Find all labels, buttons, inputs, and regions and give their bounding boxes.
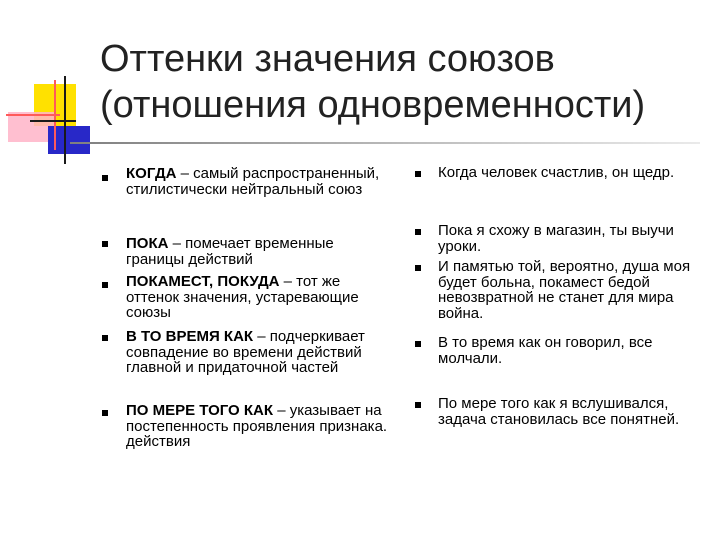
bullet-square-icon (415, 171, 421, 177)
conjunction-term: КОГДА (126, 165, 177, 182)
example-pokamest: И памятью той, вероятно, душа моя будет больна, покамест бедой невозвратной не станет для мира война. (438, 258, 691, 322)
example-v-to-vremya-kak: В то время как он говорил, все молчали. (438, 334, 653, 367)
bullet-square-icon (415, 229, 421, 235)
conjunction-description: – самый распространенный, стилистически нейтральный союз (126, 165, 380, 198)
example-po-mere-togo-kak: По мере того как я вслушивался, задача становилась все понятней. (438, 395, 680, 428)
bullet-square-icon (102, 410, 108, 416)
bullet-square-icon (102, 175, 108, 181)
conjunction-term: ПОКАМЕСТ, ПОКУДА (126, 273, 280, 290)
slide-title (100, 36, 700, 128)
conjunction-description: – указывает на постепенность проявления признака. действия (126, 402, 388, 450)
title-line-2: (отношения одновременности) (100, 84, 646, 126)
black-line-horizontal (30, 120, 76, 122)
conjunction-description: – помечает временные границы действий (126, 235, 334, 268)
bullet-square-icon (415, 265, 421, 271)
red-line-horizontal (6, 114, 60, 116)
list-item-v-to-vremya-kak (126, 329, 388, 376)
conjunction-description: – тот же оттенок значения, устаревающие союзы (126, 273, 359, 321)
example-poka: Пока я схожу в магазин, ты выучи уроки. (438, 222, 674, 255)
red-line-vertical (54, 80, 56, 150)
conjunction-description: – подчеркивает совпадение во времени действий главной и придаточной частей (126, 328, 365, 376)
list-item-poka (126, 236, 388, 267)
list-item-pokamest (126, 274, 388, 321)
bullet-square-icon (102, 335, 108, 341)
list-item-po-mere-togo-kak (126, 403, 388, 450)
conjunction-term: ПОКА (126, 235, 169, 252)
list-item-kogda (126, 166, 388, 197)
decorative-squares (0, 0, 110, 170)
bullet-square-icon (102, 241, 108, 247)
bullet-square-icon (102, 282, 108, 288)
conjunction-term: ПО МЕРЕ ТОГО КАК (126, 402, 274, 419)
bullet-square-icon (415, 402, 421, 408)
bullet-square-icon (415, 341, 421, 347)
title-line-1: Оттенки значения союзов (100, 38, 555, 80)
title-divider (70, 142, 700, 144)
conjunction-term: В ТО ВРЕМЯ КАК (126, 328, 254, 345)
example-kogda: Когда человек счастлив, он щедр. (438, 164, 675, 181)
